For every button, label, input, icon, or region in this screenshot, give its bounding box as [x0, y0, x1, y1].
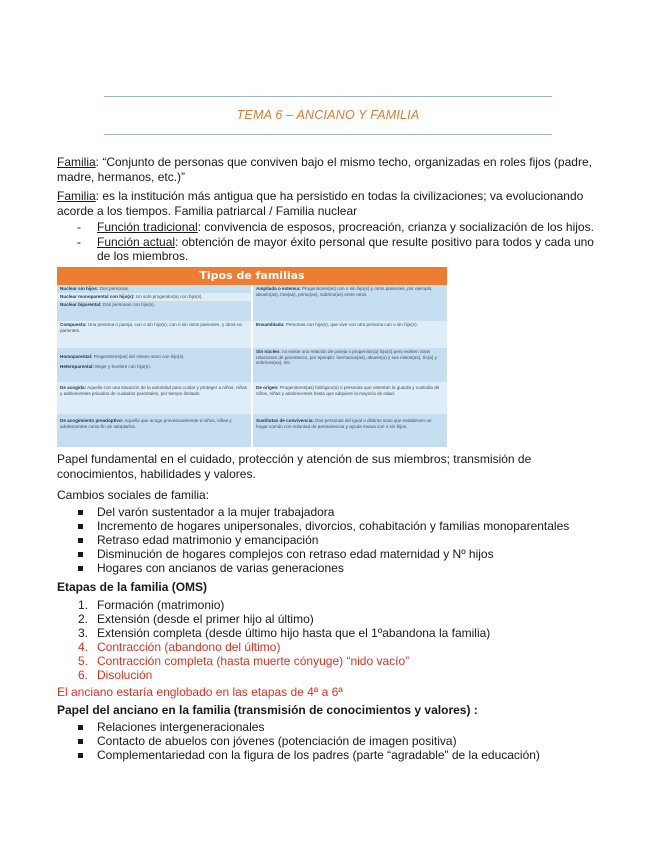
family-types-table	[57, 267, 447, 447]
list-item: Disminución de hogares complejos con retraso edad maternidad y Nº hijos	[97, 547, 494, 561]
function-traditional	[97, 220, 594, 235]
table-cell: Nuclear sin hijos: Dos personas.	[57, 285, 251, 293]
bullet-icon	[78, 538, 83, 543]
list-number: 3.	[78, 626, 89, 640]
function-current	[97, 235, 594, 250]
definition-term: Familia	[57, 155, 96, 169]
table-cell: De acogida: Aquella con una situación de la autoridad para cuidar y proteger a niños, niñas y adolescentes privados de cuidados parentales, por tiempo limitado.	[57, 382, 251, 414]
stage-item: Contracción (abandono del último)	[97, 640, 281, 654]
header-rule-bottom	[104, 134, 552, 135]
institution-text: : es la institución más antigua que ha persistido en todas la civilizaciones; va evolucionando	[95, 189, 584, 203]
list-item: Hogares con ancianos de varias generaciones	[97, 561, 344, 575]
stage-item: Extensión (desde el primer hijo al último)	[97, 612, 314, 626]
list-number: 4.	[78, 640, 89, 654]
dash-marker: -	[77, 235, 81, 249]
bullet-icon	[78, 552, 83, 557]
header-rule-top	[104, 96, 552, 97]
bullet-icon	[78, 510, 83, 515]
table-title: Tipos de familias	[57, 267, 447, 285]
role-text-line-1: Papel fundamental en el cuidado, protección y atención de sus miembros; transmisión de	[57, 452, 532, 466]
changes-heading: Cambios sociales de familia:	[57, 488, 210, 502]
table-cell: Ampliada o extensa: Progenitores(as) con o sin hijo(s) y otros parientes, por ejemplo, abuelo(as), tíos(as), primo(as), sobrino(as) entre otros.	[253, 285, 447, 321]
list-item: Relaciones intergeneracionales	[97, 720, 265, 734]
table-cell: Sin núcleo: no existe una relación de pareja o progenitor(a) hijo(s) pero existen otras relaciones de parentesco, por ejemplo: hermanos(as), abuelo(a) y sus nietos(as), tío(a) y sobrinos(as), etc.	[253, 348, 447, 382]
list-item: Retraso edad matrimonio y emancipación	[97, 533, 319, 547]
table-cell: Homoparental: Progenitores(as) del mismo sexo con hijo(s).	[57, 348, 251, 363]
function-current-line-2: de los miembros.	[97, 249, 189, 263]
bullet-icon	[78, 524, 83, 529]
bullet-icon	[78, 725, 83, 730]
list-item: Complementariedad con la figura de los padres (parte “agradable” de la educación)	[97, 748, 540, 762]
elder-role-heading: Papel del anciano en la familia (transmisión de conocimientos y valores) :	[57, 703, 478, 717]
list-number: 1.	[78, 598, 89, 612]
list-number: 6.	[78, 668, 89, 682]
function-text: : convivencia de esposos, procreación, crianza y socialización de los hijos.	[197, 220, 594, 234]
table-cell: De origen: Progenitores(as) biológico(s) o personas que ostentan la guarda y custodia de niños, niñas y adolescentes hasta que adquiere la mayoría de edad.	[253, 382, 447, 414]
table-cell: De acogimiento preadoptivo: Aquella que acoge provisionalmente a niños, niñas y adolescentes como fin de adoptarlos.	[57, 414, 251, 447]
bullet-icon	[78, 739, 83, 744]
list-number: 5.	[78, 654, 89, 668]
table-cell: Nuclear biparental: Dos personas con hijo(s).	[57, 301, 251, 321]
table-cell: Nuclear monoparental con hijo(s): Un solo progenitor(a) con hijo(s).	[57, 293, 251, 301]
institution-term: Familia	[57, 189, 96, 203]
role-text-line-2: conocimientos, habilidades y valores.	[57, 467, 256, 481]
function-term: Función actual	[97, 235, 176, 249]
table-cell: Heteroparental: Mujer y hombre con hijo(s).	[57, 363, 251, 382]
stages-heading: Etapas de la familia (OMS)	[57, 580, 208, 594]
function-term: Función tradicional	[97, 220, 198, 234]
list-item: Contacto de abuelos con jóvenes (potenciación de imagen positiva)	[97, 734, 457, 748]
stage-item: Contracción completa (hasta muerte cónyuge) “nido vacío”	[97, 654, 410, 668]
page-title: TEMA 6 – ANCIANO Y FAMILIA	[236, 108, 420, 122]
list-item: Incremento de hogares unipersonales, divorcios, cohabitación y familias monoparentales	[97, 519, 570, 533]
stage-item: Extensión completa (desde último hijo hasta que el 1ºabandona la familia)	[97, 626, 491, 640]
stage-item: Formación (matrimonio)	[97, 598, 225, 612]
dash-marker: -	[77, 220, 81, 234]
list-item: Del varón sustentador a la mujer trabajadora	[97, 505, 335, 519]
stages-note: El anciano estaría englobado en las etapas de 4ª a 6ª	[57, 685, 343, 699]
bullet-icon	[78, 753, 83, 758]
table-cell: Compuesta: Una persona o pareja, con o sin hijo(s), con o sin otros parientes, y otros no parientes.	[57, 321, 251, 348]
bullet-icon	[78, 566, 83, 571]
list-number: 2.	[78, 612, 89, 626]
institution-line-2: acorde a los tiempos. Familia patriarcal / Familia nuclear	[57, 204, 358, 218]
institution-line-1	[57, 189, 583, 204]
definition-line-2: madre, hermanos, etc.)”	[57, 170, 186, 184]
table-cell: Ensamblada: Personas con hijo(s), que vive con otra persona con o sin hijo(s).	[253, 321, 447, 348]
definition-line-1	[57, 155, 592, 170]
table-cell: Sustitutas de convivencia: Dos personas del igual o distinto sexo que establecen un hogar común con voluntad de permanencia y ayuda mutua con o sin hijos.	[253, 414, 447, 447]
function-text: : obtención de mayor éxito personal que resulte positivo para todos y cada uno	[175, 235, 594, 249]
stage-item: Disolución	[97, 668, 153, 682]
definition-text: : “Conjunto de personas que conviven bajo el mismo techo, organizadas en roles fijos (padre,	[95, 155, 592, 169]
